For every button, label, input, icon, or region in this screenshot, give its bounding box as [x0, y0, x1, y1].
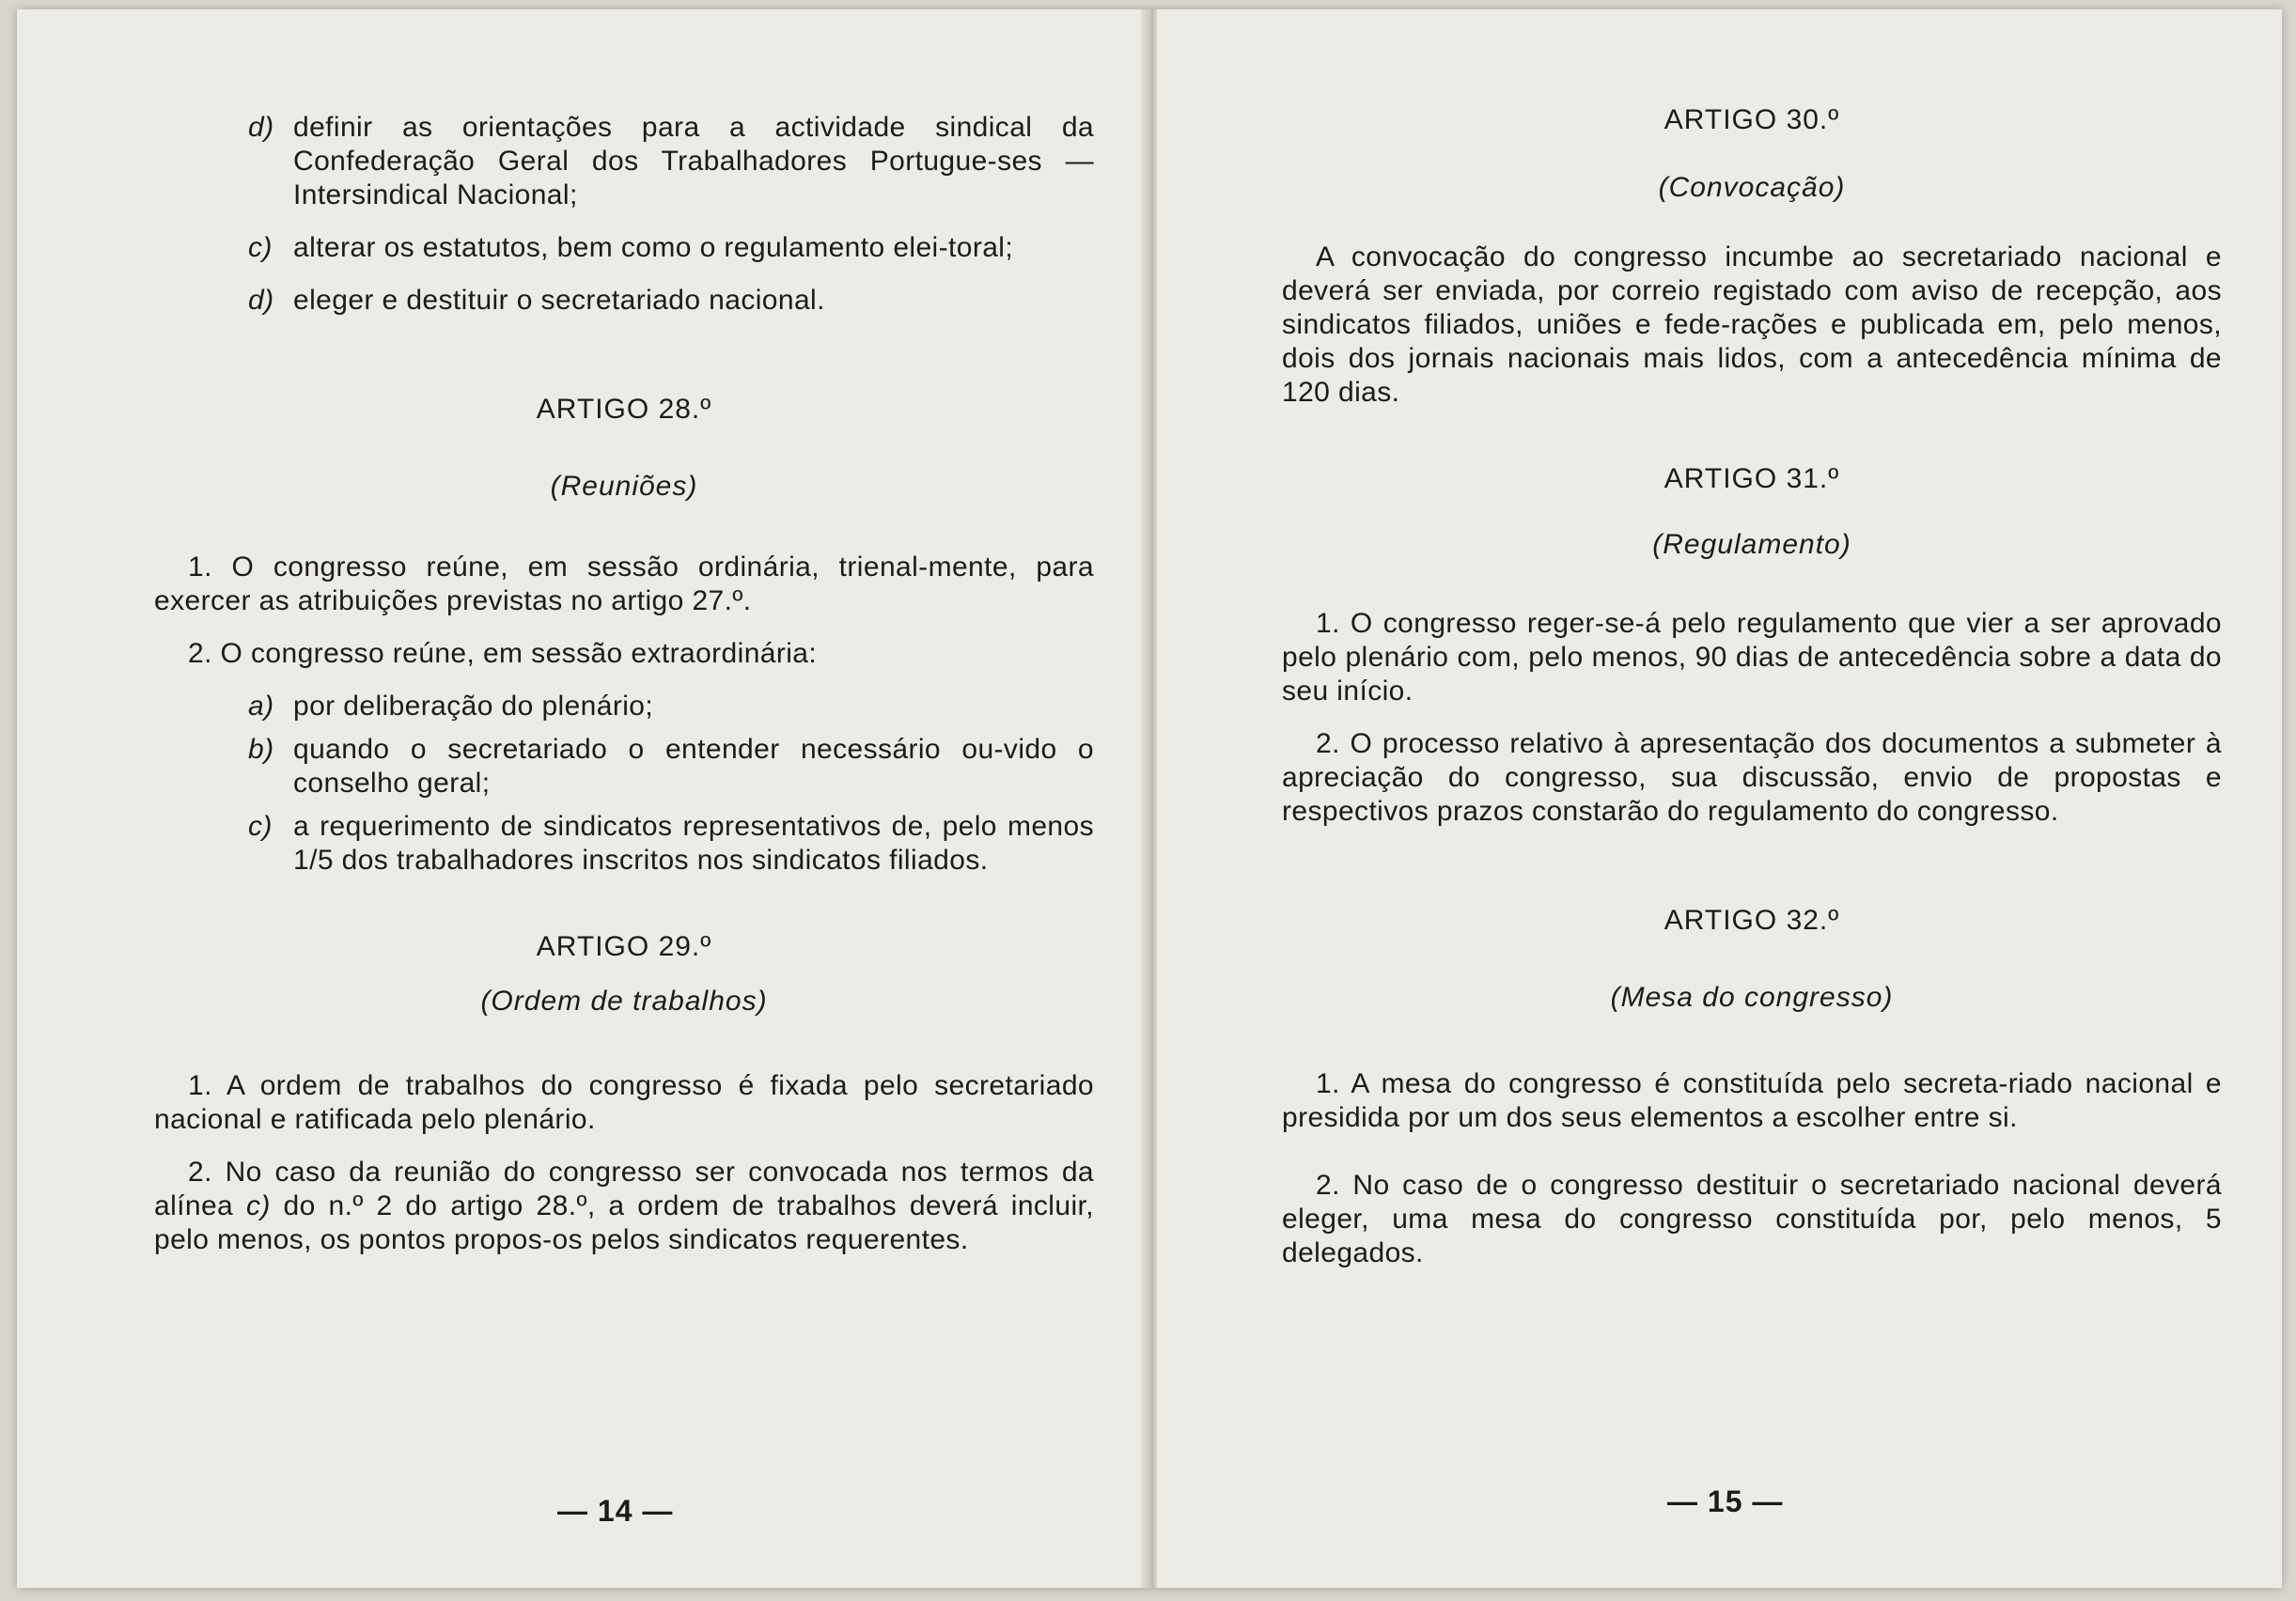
right-page: [1157, 9, 2282, 1588]
article-31-heading: ARTIGO 31.º: [1663, 463, 1840, 494]
item-marker: a): [248, 691, 274, 722]
article-30-paragraph-1: A convocação do congresso incumbe ao secretariado nacional e deverá ser enviada, por correio registado com aviso de recepção, aos sindicatos filiados, uniões e fede-rações e publicada em, pelo menos, dois dos jornais nacionais mais lidos, com a antecedência mínima de 120 dias.: [1282, 241, 2222, 408]
article-32-paragraph-1: 1. A mesa do congresso é constituída pelo secreta-riado nacional e presidida por um dos seus elementos a escolher entre si.: [1282, 1068, 2222, 1133]
list-item: [154, 231, 1094, 265]
article-28-paragraph-2: 2. O congresso reúne, em sessão extraordinária:: [188, 638, 818, 669]
paragraph-text: 2. No caso da reunião do congresso ser convocada nos termos da alínea: [154, 1157, 1094, 1221]
article-31-subtitle: (Regulamento): [1652, 529, 1851, 560]
article-28-subtitle: (Reuniões): [550, 471, 698, 502]
item-text: definir as orientações para a actividade sindical da Confederação Geral dos Trabalhadores Portugue-ses — Intersindical Nacional;: [293, 112, 1094, 210]
paragraph-text: do n.º 2 do artigo 28.º, a ordem de trabalhos deverá incluir, pelo menos, os pontos propos-os pelos sindicatos requerentes.: [154, 1190, 1094, 1255]
item-marker: c): [248, 232, 273, 263]
list-item: [154, 733, 1094, 800]
article-28-paragraph-1: 1. O congresso reúne, em sessão ordinária, trienal-mente, para exercer as atribuições previstas no artigo 27.º.: [154, 552, 1094, 616]
article-31-paragraph-2: 2. O processo relativo à apresentação dos documentos a submeter à apreciação do congresso, sua discussão, envio de propostas e respectivos prazos constarão do regulamento do congresso.: [1282, 728, 2222, 827]
list-item: [154, 810, 1094, 878]
article-31-paragraph-1: 1. O congresso reger-se-á pelo regulamento que vier a ser aprovado pelo plenário com, pelo menos, 90 dias de antecedência sobre a data do seu início.: [1282, 608, 2222, 707]
item-text: alterar os estatutos, bem como o regulamento elei-toral;: [293, 232, 1014, 263]
item-text: eleger e destituir o secretariado nacional.: [293, 285, 825, 316]
item-marker: c): [248, 811, 273, 842]
book-spread: [17, 9, 2282, 1588]
item-marker: b): [248, 734, 274, 765]
article-30-subtitle: (Convocação): [1658, 172, 1846, 203]
list-item: [154, 690, 1094, 723]
paragraph-emphasis: c): [245, 1190, 271, 1221]
item-text: a requerimento de sindicatos representativos de, pelo menos 1/5 dos trabalhadores inscritos nos sindicatos filiados.: [293, 811, 1094, 876]
item-marker: d): [248, 285, 274, 316]
item-text: por deliberação do plenário;: [293, 691, 654, 722]
left-page: [17, 9, 1153, 1588]
article-29-heading: ARTIGO 29.º: [536, 931, 712, 962]
article-28-heading: ARTIGO 28.º: [536, 394, 712, 425]
article-29-paragraph-1: 1. A ordem de trabalhos do congresso é fixada pelo secretariado nacional e ratificada pelo plenário.: [154, 1070, 1094, 1135]
page-number-left: — 14 —: [557, 1494, 674, 1528]
article-32-subtitle: (Mesa do congresso): [1610, 982, 1894, 1013]
article-32-paragraph-2: 2. No caso de o congresso destituir o secretariado nacional deverá eleger, uma mesa do congresso constituída por, pelo menos, 5 delegados.: [1282, 1170, 2222, 1268]
list-item: [154, 111, 1094, 212]
article-30-heading: ARTIGO 30.º: [1663, 104, 1840, 135]
item-text: quando o secretariado o entender necessário ou-vido o conselho geral;: [293, 734, 1094, 799]
article-29-paragraph-2: [154, 1156, 1094, 1257]
article-32-heading: ARTIGO 32.º: [1663, 905, 1840, 936]
left-page-column: [154, 111, 1094, 1257]
list-item: [154, 284, 1094, 318]
article-29-subtitle: (Ordem de trabalhos): [480, 986, 768, 1017]
page-number-right: — 15 —: [1667, 1484, 1784, 1518]
item-marker: d): [248, 112, 274, 143]
right-page-column: [1282, 103, 2222, 1270]
